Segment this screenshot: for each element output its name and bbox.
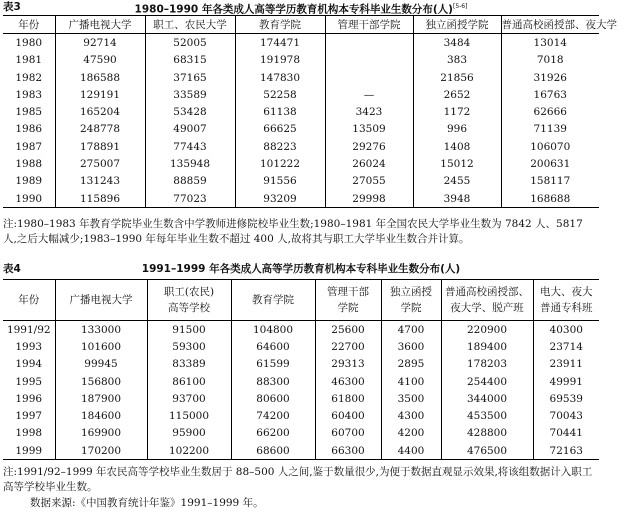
- table-cell: 129191: [55, 86, 145, 103]
- table-cell: 59300: [147, 338, 231, 355]
- table-row: [3, 425, 599, 442]
- table4-header-row: [3, 280, 599, 321]
- table-cell: 4400: [381, 442, 441, 460]
- table-row: [3, 338, 599, 355]
- table-cell: 3600: [381, 338, 441, 355]
- table-cell: 33589: [145, 86, 235, 103]
- table-cell: 74200: [231, 407, 315, 424]
- table-cell: 158117: [501, 173, 599, 190]
- table-cell: 25600: [315, 321, 381, 339]
- table-cell: 49007: [145, 121, 235, 138]
- table-cell: 178891: [55, 138, 145, 155]
- table3-title: 1980–1990 年各类成人高等学历教育机构本专科毕业生数分布(人)[5-6]: [134, 3, 468, 16]
- column-header: 职工、农民大学: [145, 16, 235, 34]
- table-cell: 60400: [315, 407, 381, 424]
- table-cell: 1172: [413, 103, 501, 120]
- table-cell: 93700: [147, 390, 231, 407]
- table-cell: 3500: [381, 390, 441, 407]
- table-cell: 29276: [325, 138, 413, 155]
- table-cell: 77443: [145, 138, 235, 155]
- table-cell: 4100: [381, 373, 441, 390]
- table3-header-row: [3, 16, 599, 34]
- table-cell: 91556: [235, 173, 325, 190]
- table-cell: 383: [413, 52, 501, 69]
- table-cell: 88223: [235, 138, 325, 155]
- table-cell: 71139: [501, 121, 599, 138]
- table-cell: 428800: [441, 425, 533, 442]
- table-cell: 131243: [55, 173, 145, 190]
- table-cell: 476500: [441, 442, 533, 460]
- table-row: [3, 373, 599, 390]
- table-cell: 104800: [231, 321, 315, 339]
- year-cell: 1993: [15, 340, 43, 353]
- year-cell: 1990: [15, 192, 43, 205]
- table-cell: 170200: [55, 442, 147, 460]
- table-cell: 61138: [235, 103, 325, 120]
- year-cell: 1981: [15, 54, 43, 67]
- table-cell: 26024: [325, 155, 413, 172]
- table-cell: 60700: [315, 425, 381, 442]
- table-cell: 4300: [381, 407, 441, 424]
- table-cell: 4200: [381, 425, 441, 442]
- table-cell: 61800: [315, 390, 381, 407]
- year-cell: 1989: [15, 175, 43, 188]
- table4-note: 注:1991/92–1999 年农民高等学校毕业生数居于 88–500 人之间,鉴于数量很少,为便于数据直观显示效果,将该组数据计入职工高等学校毕业生数。: [3, 466, 593, 493]
- table-cell: 147830: [235, 69, 325, 86]
- table-cell: 7018: [501, 52, 599, 69]
- column-header: 年份: [3, 16, 55, 34]
- column-header: 教育学院: [231, 280, 315, 321]
- table-cell: 101222: [235, 155, 325, 172]
- year-cell: 1994: [15, 358, 43, 371]
- table-row: [3, 442, 599, 460]
- table-cell: 115896: [55, 190, 145, 208]
- table-cell: 27055: [325, 173, 413, 190]
- table-cell: 29313: [315, 356, 381, 373]
- table-row: [3, 407, 599, 424]
- table-cell: —: [325, 86, 413, 103]
- table-row: [3, 103, 599, 120]
- table-cell: 248778: [55, 121, 145, 138]
- table-cell: 344000: [441, 390, 533, 407]
- table-cell: 22700: [315, 338, 381, 355]
- table-cell: 49991: [533, 373, 599, 390]
- table-cell: 66200: [231, 425, 315, 442]
- table3-note: 注:1980–1983 年教育学院毕业生数含中学教师进修院校毕业生数;1980–1981 年全国农民大学毕业生数为 7842 人、5817 人,之后大幅减少;1983–1990 年每年毕业生数不超过 400 人,故将其与职工大学毕业生数合并计算。: [3, 218, 583, 245]
- table-row: [3, 34, 599, 52]
- column-header: 管理干部学院: [325, 16, 413, 34]
- table-cell: 169900: [55, 425, 147, 442]
- table-cell: 174471: [235, 34, 325, 52]
- table-cell: 3484: [413, 34, 501, 52]
- table-cell: 77023: [145, 190, 235, 208]
- table-cell: 83389: [147, 356, 231, 373]
- table-row: [3, 121, 599, 138]
- column-header: 独立函授 学院: [381, 280, 441, 321]
- column-header: 广播电视大学: [55, 16, 145, 34]
- table-cell: 95900: [147, 425, 231, 442]
- table-cell: 21856: [413, 69, 501, 86]
- table-row: [3, 138, 599, 155]
- column-header: 管理干部 学院: [315, 280, 381, 321]
- year-cell: 1991/92: [6, 323, 51, 336]
- table-cell: 186588: [55, 69, 145, 86]
- table-cell: 1408: [413, 138, 501, 155]
- table-cell: 61599: [231, 356, 315, 373]
- table-cell: 69539: [533, 390, 599, 407]
- table3-number: 表3: [3, 1, 21, 13]
- table-cell: 86100: [147, 373, 231, 390]
- table-cell: 66300: [315, 442, 381, 460]
- table-cell: [325, 34, 413, 52]
- column-header: 年份: [3, 280, 55, 321]
- column-header: 教育学院: [235, 16, 325, 34]
- table-cell: 187900: [55, 390, 147, 407]
- table-row: [3, 86, 599, 103]
- table-cell: 53428: [145, 103, 235, 120]
- table-cell: 13014: [501, 34, 599, 52]
- column-header: 普通高校函授部、 夜大学、脱产班: [441, 280, 533, 321]
- table-row: [3, 52, 599, 69]
- table-cell: 46300: [315, 373, 381, 390]
- table-cell: 15012: [413, 155, 501, 172]
- column-header: 普通高校函授部、夜大学: [501, 16, 599, 34]
- table-cell: 92714: [55, 34, 145, 52]
- table-cell: 115000: [147, 407, 231, 424]
- table-cell: 101600: [55, 338, 147, 355]
- year-cell: 1988: [15, 158, 43, 171]
- table-cell: 996: [413, 121, 501, 138]
- column-header: 独立函授学院: [413, 16, 501, 34]
- table-cell: 165204: [55, 103, 145, 120]
- table-row: [3, 356, 599, 373]
- table-cell: 168688: [501, 190, 599, 208]
- year-cell: 1999: [15, 444, 43, 457]
- table-cell: 106070: [501, 138, 599, 155]
- table-row: [3, 321, 599, 339]
- year-cell: 1980: [15, 36, 43, 49]
- year-cell: 1987: [15, 140, 43, 153]
- table4: [3, 279, 599, 460]
- table-cell: 135948: [145, 155, 235, 172]
- year-cell: 1997: [15, 410, 43, 423]
- table-cell: 99945: [55, 356, 147, 373]
- table-cell: 3423: [325, 103, 413, 120]
- table-cell: 102200: [147, 442, 231, 460]
- table-cell: 200631: [501, 155, 599, 172]
- year-cell: 1995: [15, 375, 43, 388]
- table-row: [3, 69, 599, 86]
- table-cell: 72163: [533, 442, 599, 460]
- table-cell: 220900: [441, 321, 533, 339]
- table-cell: 68315: [145, 52, 235, 69]
- table-cell: 133000: [55, 321, 147, 339]
- table4-body: [3, 321, 599, 460]
- table-cell: 31926: [501, 69, 599, 86]
- table-cell: 178203: [441, 356, 533, 373]
- table-cell: 3948: [413, 190, 501, 208]
- table4-source: 数据来源:《中国教育统计年鉴》1991–1999 年。: [30, 497, 264, 509]
- table4-number: 表4: [3, 263, 21, 275]
- table-cell: 13509: [325, 121, 413, 138]
- table-cell: [325, 69, 413, 86]
- table-row: [3, 190, 599, 208]
- table-cell: 156800: [55, 373, 147, 390]
- table3: [3, 15, 617, 208]
- table-cell: 16763: [501, 86, 599, 103]
- table4-title: 1991–1999 年各类成人高等学历教育机构本专科毕业生数分布(人): [141, 263, 461, 275]
- column-header: 职工(农民) 高等学校: [147, 280, 231, 321]
- table-cell: 29998: [325, 190, 413, 208]
- table-cell: 70043: [533, 407, 599, 424]
- table-cell: 2895: [381, 356, 441, 373]
- column-header: 电大、夜大 普通专科班: [533, 280, 599, 321]
- table-cell: 184600: [55, 407, 147, 424]
- table-row: [3, 390, 599, 407]
- table-cell: 23911: [533, 356, 599, 373]
- table-cell: 62666: [501, 103, 599, 120]
- year-cell: 1982: [15, 71, 43, 84]
- table-cell: [325, 52, 413, 69]
- table-cell: 64600: [231, 338, 315, 355]
- year-cell: 1998: [15, 427, 43, 440]
- table-cell: 23714: [533, 338, 599, 355]
- table-row: [3, 155, 599, 172]
- table-cell: 37165: [145, 69, 235, 86]
- table-cell: 191978: [235, 52, 325, 69]
- table-cell: 254400: [441, 373, 533, 390]
- table-row: [3, 173, 599, 190]
- table-cell: 40300: [533, 321, 599, 339]
- table-cell: 70441: [533, 425, 599, 442]
- table-cell: 93209: [235, 190, 325, 208]
- table-cell: 47590: [55, 52, 145, 69]
- table-cell: 52258: [235, 86, 325, 103]
- table-cell: 453500: [441, 407, 533, 424]
- year-cell: 1985: [15, 106, 43, 119]
- table-cell: 4700: [381, 321, 441, 339]
- table-cell: 80600: [231, 390, 315, 407]
- table-cell: 66625: [235, 121, 325, 138]
- table-cell: 68600: [231, 442, 315, 460]
- table-cell: 91500: [147, 321, 231, 339]
- table-cell: 88300: [231, 373, 315, 390]
- table-cell: 189400: [441, 338, 533, 355]
- table-cell: 2455: [413, 173, 501, 190]
- year-cell: 1996: [15, 392, 43, 405]
- table-cell: 52005: [145, 34, 235, 52]
- year-cell: 1983: [15, 88, 43, 101]
- column-header: 广播电视大学: [55, 280, 147, 321]
- table3-reference: [5-6]: [452, 3, 468, 10]
- table3-body: [3, 34, 599, 208]
- year-cell: 1986: [15, 123, 43, 136]
- table-cell: 2652: [413, 86, 501, 103]
- table-cell: 275007: [55, 155, 145, 172]
- table-cell: 88859: [145, 173, 235, 190]
